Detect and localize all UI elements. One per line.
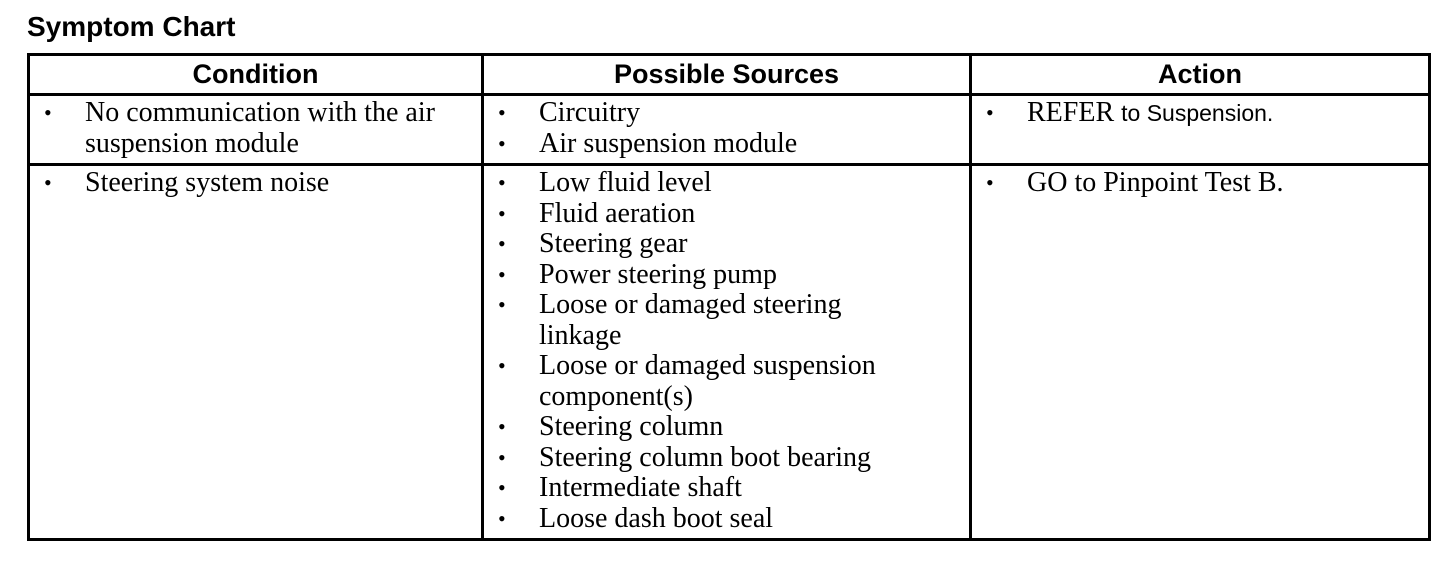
source-text: Loose dash boot seal [539, 502, 774, 534]
table-row [29, 165, 1430, 540]
condition-cell [29, 165, 483, 540]
list-item [30, 168, 481, 199]
list-item [484, 199, 929, 230]
condition-text: No communication with the air suspension module [85, 97, 435, 159]
source-text: Steering column [539, 411, 724, 442]
bullet-icon: • [498, 261, 506, 287]
list-item [484, 443, 929, 474]
source-text: Low fluid level [539, 167, 712, 198]
action-suffix: to Suspension. [1121, 100, 1274, 126]
list-item [484, 129, 969, 160]
bullet-icon: • [498, 475, 506, 500]
bullet-icon: • [498, 353, 506, 378]
list-item [484, 412, 929, 443]
list-item [30, 98, 481, 159]
sources-cell [483, 95, 971, 165]
bullet-icon: • [498, 100, 506, 125]
bullet-icon: • [498, 170, 506, 195]
condition-text: Steering system noise [85, 167, 330, 198]
source-text: Steering column boot bearing [539, 441, 872, 473]
page-title: Symptom Chart [27, 11, 236, 42]
header-condition: Condition [29, 55, 483, 95]
source-text: Air suspension module [539, 127, 798, 159]
bullet-icon: • [986, 100, 994, 125]
bullet-icon: • [498, 231, 506, 256]
source-text: Loose or damaged steering linkage [539, 289, 842, 351]
source-text: Circuitry [539, 97, 641, 128]
bullet-icon: • [498, 505, 506, 531]
list-item [484, 260, 929, 291]
list-item [484, 229, 929, 260]
list-item [484, 98, 969, 129]
source-text: Steering gear [539, 228, 688, 259]
list-item [484, 290, 929, 351]
source-text: Intermediate shaft [539, 472, 742, 503]
bullet-icon: • [498, 200, 506, 226]
table-header-row [29, 55, 1430, 95]
list-item [484, 351, 929, 412]
action-cell [971, 95, 1430, 165]
condition-cell [29, 95, 483, 165]
bullet-icon: • [44, 100, 52, 125]
list-item [484, 504, 929, 535]
bullet-icon: • [498, 414, 506, 439]
header-possible-sources: Possible Sources [483, 55, 971, 95]
source-text: Power steering pump [539, 258, 777, 290]
list-item [484, 473, 929, 504]
sources-cell [483, 165, 971, 540]
list-item [484, 168, 929, 199]
action-text: GO to Pinpoint Test B. [1027, 167, 1284, 198]
action-cell [971, 165, 1430, 540]
bullet-icon: • [498, 444, 506, 470]
bullet-icon: • [498, 130, 506, 156]
symptom-table [27, 53, 1431, 541]
source-text: Loose or damaged suspension component(s) [539, 350, 876, 412]
header-action: Action [971, 55, 1430, 95]
table-row [29, 95, 1430, 165]
list-item [972, 168, 1428, 199]
action-prefix: REFER [1027, 97, 1115, 128]
list-item [972, 98, 1428, 129]
source-text: Fluid aeration [539, 197, 696, 229]
bullet-icon: • [44, 170, 52, 195]
bullet-icon: • [986, 170, 994, 195]
bullet-icon: • [498, 292, 506, 317]
